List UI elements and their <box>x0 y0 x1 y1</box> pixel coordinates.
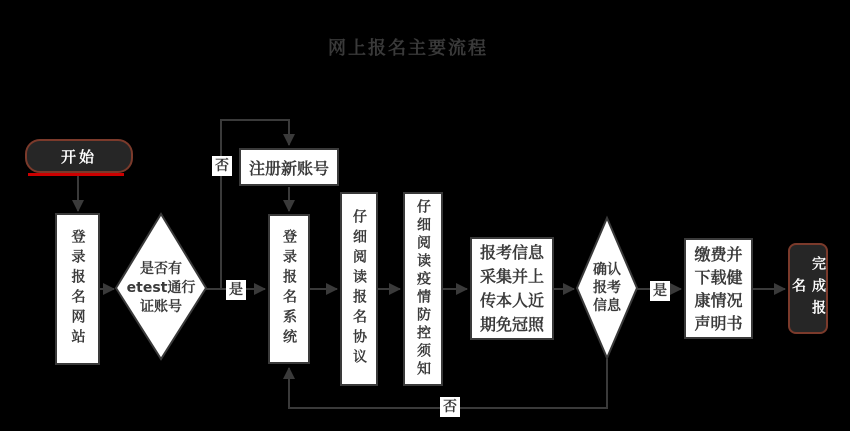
process-register-account <box>239 148 339 186</box>
process-read-epidemic-notice <box>403 192 443 386</box>
process-line: 期免冠照 <box>479 314 544 334</box>
process-register-account-label: 注册新账号 <box>248 158 329 178</box>
start-node <box>25 139 133 173</box>
start-node-label: 开始 <box>60 147 97 166</box>
decision-line: etest通行 <box>126 280 196 296</box>
process-read-agreement-label: 仔细阅读报名协议 <box>351 209 367 369</box>
decision-has-account-text <box>113 260 209 317</box>
process-line: 缴费并 <box>694 244 743 264</box>
edge-label-decision2-yes: 是 <box>650 281 670 301</box>
flowchart-title: 网上报名主要流程 <box>328 38 488 59</box>
edge-label-decision1-no: 否 <box>212 156 232 176</box>
decision-line: 确认 <box>593 262 621 278</box>
start-node-accent-line <box>28 173 124 176</box>
process-line: 传本人近 <box>479 290 544 310</box>
process-login-system-label: 登录报名系统 <box>281 229 297 349</box>
process-read-epidemic-notice-label: 仔细阅读疫情防控须知 <box>415 199 431 379</box>
process-line: 报考信息 <box>479 242 544 262</box>
end-node <box>788 243 828 334</box>
process-read-agreement <box>340 192 378 386</box>
decision-line: 是否有 <box>140 261 182 277</box>
process-line: 采集并上 <box>479 266 544 286</box>
edge-label-decision2-no: 否 <box>440 397 460 417</box>
process-login-site <box>55 213 100 365</box>
decision-confirm-info-text <box>577 261 637 315</box>
process-line: 康情况 <box>694 290 743 310</box>
decision-line: 信息 <box>593 298 621 314</box>
decision-line: 报考 <box>593 280 621 296</box>
end-node-label: 完成报名 <box>790 255 826 322</box>
process-login-site-label: 登录报名网站 <box>69 229 86 349</box>
process-login-system <box>268 214 310 364</box>
process-line: 下载健 <box>694 267 743 287</box>
process-collect-info <box>470 237 554 340</box>
edge-label-decision1-yes: 是 <box>226 280 246 300</box>
decision-line: 证账号 <box>140 299 182 315</box>
process-line: 声明书 <box>694 313 743 333</box>
process-pay-download <box>684 238 753 339</box>
